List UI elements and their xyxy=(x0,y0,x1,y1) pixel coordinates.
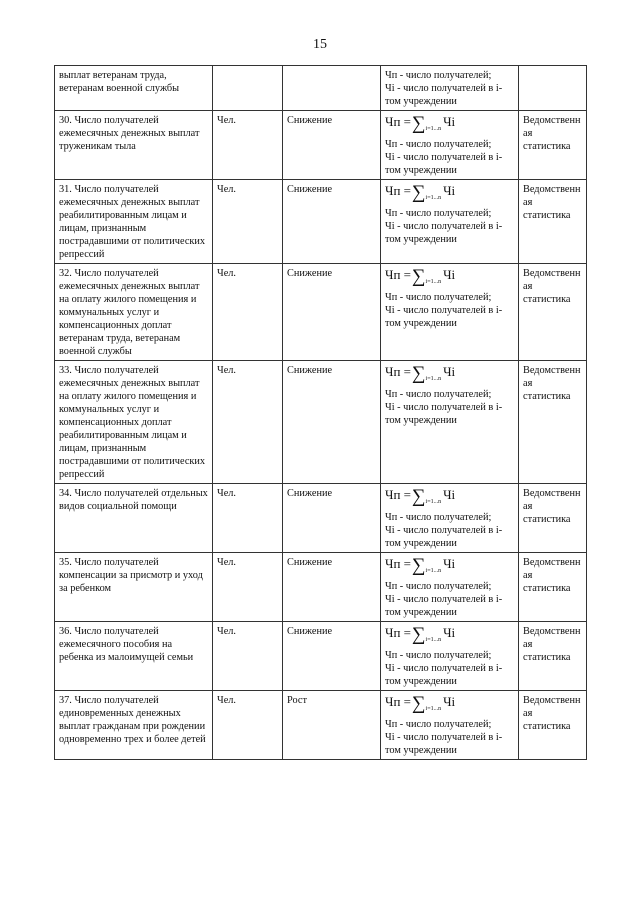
sum-formula xyxy=(385,624,514,649)
source-cell: Ведомственная статистика xyxy=(519,622,587,691)
sum-subscript: i=1...n xyxy=(425,637,442,643)
sum-subscript: i=1...n xyxy=(425,499,442,505)
formula-legend-total: Чп - число получателей; xyxy=(385,70,492,81)
formula-term: Чi xyxy=(443,694,456,709)
table-row xyxy=(55,111,587,180)
formula-cell xyxy=(381,484,519,553)
formula-legend-total: Чп - число получателей; xyxy=(385,512,492,523)
source-cell: Ведомственная статистика xyxy=(519,553,587,622)
source-cell: Ведомственная статистика xyxy=(519,264,587,361)
formula-legend-total: Чп - число получателей; xyxy=(385,208,492,219)
unit-cell: Чел. xyxy=(213,111,283,180)
formula-cell xyxy=(381,622,519,691)
formula-lhs: Чп = xyxy=(385,114,411,129)
sum-formula xyxy=(385,113,514,138)
formula-lhs: Чп = xyxy=(385,267,411,282)
indicator-cell: 35. Число получателей компенсации за присмотр и уход за ребенком xyxy=(55,553,213,622)
source-cell: Ведомственная статистика xyxy=(519,361,587,484)
sigma-symbol: ∑ xyxy=(412,363,426,384)
formula-cell xyxy=(381,264,519,361)
formula-term: Чi xyxy=(443,267,456,282)
formula-cell xyxy=(381,361,519,484)
sum-subscript: i=1...n xyxy=(425,568,442,574)
formula-legend-per-institution: Чi - число получателей в i-том учреждении xyxy=(385,305,503,329)
indicator-cell: 31. Число получателей ежемесячных денежных выплат реабилитированным лицам и лицам, признанным пострадавшими от политических репрессий xyxy=(55,180,213,264)
trend-cell: Снижение xyxy=(283,361,381,484)
table-row xyxy=(55,622,587,691)
sum-subscript: i=1...n xyxy=(425,126,442,132)
formula-legend-total: Чп - число получателей; xyxy=(385,650,492,661)
indicator-cell: 32. Число получателей ежемесячных денежных выплат на оплату жилого помещения и коммунальных услуг и компенсационных доплат ветеранам труда, ветеранам военной службы xyxy=(55,264,213,361)
table-row xyxy=(55,553,587,622)
trend-cell: Снижение xyxy=(283,180,381,264)
formula-legend-total: Чп - число получателей; xyxy=(385,719,492,730)
trend-cell: Рост xyxy=(283,691,381,760)
sum-formula xyxy=(385,363,514,388)
table-body xyxy=(55,66,587,760)
sigma-symbol: ∑ xyxy=(412,693,426,714)
indicator-cell: 34. Число получателей отдельных видов социальной помощи xyxy=(55,484,213,553)
formula-cell xyxy=(381,66,519,111)
formula-term: Чi xyxy=(443,556,456,571)
source-cell: Ведомственная статистика xyxy=(519,484,587,553)
unit-cell: Чел. xyxy=(213,553,283,622)
formula-legend-per-institution: Чi - число получателей в i-том учреждении xyxy=(385,663,503,687)
sigma-symbol: ∑ xyxy=(412,555,426,576)
formula-legend-total: Чп - число получателей; xyxy=(385,389,492,400)
indicator-cell: 33. Число получателей ежемесячных денежных выплат на оплату жилого помещения и коммунальных услуг и компенсационных доплат реабилитированным лицам и лицам, признанным пострадавшими от политических репрессий xyxy=(55,361,213,484)
formula-term: Чi xyxy=(443,487,456,502)
sum-formula xyxy=(385,266,514,291)
sum-subscript: i=1...n xyxy=(425,279,442,285)
indicator-cell: 36. Число получателей ежемесячного пособия на ребенка из малоимущей семьи xyxy=(55,622,213,691)
formula-term: Чi xyxy=(443,114,456,129)
sigma-symbol: ∑ xyxy=(412,266,426,287)
formula-lhs: Чп = xyxy=(385,364,411,379)
sum-formula xyxy=(385,693,514,718)
formula-lhs: Чп = xyxy=(385,556,411,571)
table-row xyxy=(55,484,587,553)
source-cell: Ведомственная статистика xyxy=(519,111,587,180)
sum-subscript: i=1...n xyxy=(425,376,442,382)
unit-cell: Чел. xyxy=(213,622,283,691)
formula-legend-per-institution: Чi - число получателей в i-том учреждении xyxy=(385,221,503,245)
trend-cell: Снижение xyxy=(283,622,381,691)
table-row xyxy=(55,264,587,361)
formula-legend-total: Чп - число получателей; xyxy=(385,139,492,150)
trend-cell: Снижение xyxy=(283,111,381,180)
formula-cell xyxy=(381,691,519,760)
indicator-cell: выплат ветеранам труда, ветеранам военной службы xyxy=(55,66,213,111)
formula-cell xyxy=(381,553,519,622)
trend-cell xyxy=(283,66,381,111)
sigma-symbol: ∑ xyxy=(412,624,426,645)
formula-legend-per-institution: Чi - число получателей в i-том учреждении xyxy=(385,525,503,549)
formula-lhs: Чп = xyxy=(385,183,411,198)
sigma-symbol: ∑ xyxy=(412,182,426,203)
unit-cell: Чел. xyxy=(213,691,283,760)
sigma-symbol: ∑ xyxy=(412,113,426,134)
source-cell xyxy=(519,66,587,111)
trend-cell: Снижение xyxy=(283,553,381,622)
formula-legend-per-institution: Чi - число получателей в i-том учреждении xyxy=(385,402,503,426)
page-number: 15 xyxy=(313,37,327,52)
source-cell: Ведомственная статистика xyxy=(519,691,587,760)
source-cell: Ведомственная статистика xyxy=(519,180,587,264)
table-row xyxy=(55,691,587,760)
formula-legend-per-institution: Чi - число получателей в i-том учреждении xyxy=(385,83,503,107)
indicator-cell: 30. Число получателей ежемесячных денежных выплат труженикам тыла xyxy=(55,111,213,180)
indicators-table xyxy=(54,65,587,760)
indicator-cell: 37. Число получателей единовременных денежных выплат гражданам при рождении одновременно трех и более детей xyxy=(55,691,213,760)
sum-formula xyxy=(385,182,514,207)
sigma-symbol: ∑ xyxy=(412,486,426,507)
sum-subscript: i=1...n xyxy=(425,706,442,712)
formula-legend-per-institution: Чi - число получателей в i-том учреждении xyxy=(385,732,503,756)
table-row xyxy=(55,180,587,264)
formula-lhs: Чп = xyxy=(385,694,411,709)
formula-legend-total: Чп - число получателей; xyxy=(385,581,492,592)
formula-lhs: Чп = xyxy=(385,625,411,640)
trend-cell: Снижение xyxy=(283,484,381,553)
unit-cell xyxy=(213,66,283,111)
sum-formula xyxy=(385,486,514,511)
sum-formula xyxy=(385,555,514,580)
formula-legend-per-institution: Чi - число получателей в i-том учреждении xyxy=(385,152,503,176)
unit-cell: Чел. xyxy=(213,361,283,484)
formula-term: Чi xyxy=(443,625,456,640)
formula-term: Чi xyxy=(443,183,456,198)
unit-cell: Чел. xyxy=(213,484,283,553)
formula-cell xyxy=(381,180,519,264)
formula-lhs: Чп = xyxy=(385,487,411,502)
trend-cell: Снижение xyxy=(283,264,381,361)
formula-cell xyxy=(381,111,519,180)
formula-legend-per-institution: Чi - число получателей в i-том учреждении xyxy=(385,594,503,618)
formula-term: Чi xyxy=(443,364,456,379)
table-row xyxy=(55,361,587,484)
table-row-continuation xyxy=(55,66,587,111)
unit-cell: Чел. xyxy=(213,180,283,264)
unit-cell: Чел. xyxy=(213,264,283,361)
sum-subscript: i=1...n xyxy=(425,195,442,201)
formula-legend-total: Чп - число получателей; xyxy=(385,292,492,303)
